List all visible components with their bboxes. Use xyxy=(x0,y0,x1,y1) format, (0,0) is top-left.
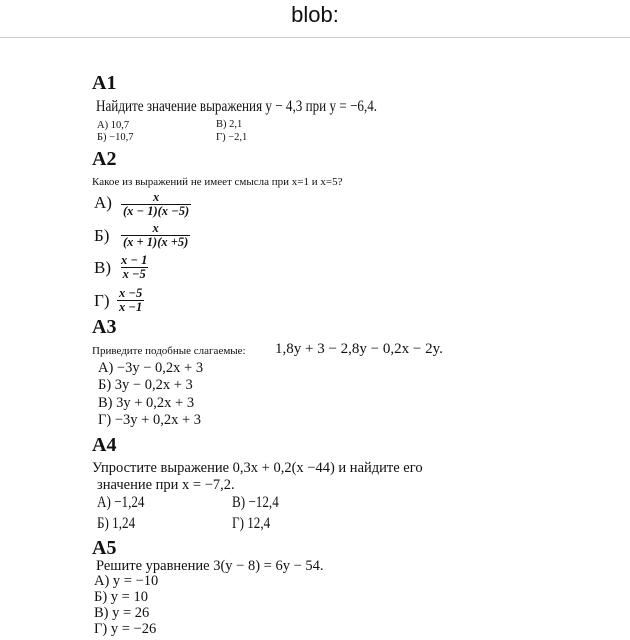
a2-option-v-numerator: x − 1 xyxy=(121,253,148,267)
a2-option-a-label: А) xyxy=(94,193,112,212)
a3-header: A3 xyxy=(92,316,117,338)
a2-option-a-fraction xyxy=(121,191,191,218)
a1-option-v: В) 2,1 xyxy=(216,119,243,130)
a2-option-v-fraction xyxy=(119,254,149,281)
a2-header: A2 xyxy=(92,148,117,170)
a4-option-b: Б) 1,24 xyxy=(97,515,136,532)
a2-option-b-denominator: (x + 1)(x +5) xyxy=(123,235,189,249)
a4-question-line2: значение при x = −7,2. xyxy=(97,477,235,493)
a4-option-a: А) −1,24 xyxy=(97,494,145,511)
a3-question: Приведите подобные слагаемые: xyxy=(92,345,246,357)
a2-option-b-label: Б) xyxy=(94,226,110,245)
a4-option-g: Г) 12,4 xyxy=(232,515,271,532)
a2-option-a-denominator: (x − 1)(x −5) xyxy=(123,204,190,218)
a1-option-g: Г) −2,1 xyxy=(216,132,248,143)
a5-option-a: А) y = −10 xyxy=(94,573,159,589)
a3-option-a: А) −3y − 0,2x + 3 xyxy=(98,360,204,376)
browser-title: blob: xyxy=(291,2,339,27)
browser-title-bar xyxy=(0,0,630,38)
a1-question: Найдите значение выражения y − 4,3 при y = −6,4. xyxy=(96,98,378,115)
a3-option-g: Г) −3y + 0,2x + 3 xyxy=(98,412,201,428)
a2-option-a-numerator: x xyxy=(152,190,160,204)
a5-option-b: Б) y = 10 xyxy=(94,589,148,605)
a4-option-v: В) −12,4 xyxy=(232,494,279,511)
a2-option-g-numerator: x −5 xyxy=(119,286,143,300)
a3-expression: 1,8y + 3 − 2,8y − 0,2x − 2y. xyxy=(275,341,443,357)
a2-option-g-fraction xyxy=(117,287,144,314)
a1-option-a: А) 10,7 xyxy=(97,120,130,131)
a2-option-g-label: Г) xyxy=(94,291,110,310)
a5-header: A5 xyxy=(92,537,117,559)
a2-option-v-denominator: x −5 xyxy=(122,267,146,281)
a1-header: A1 xyxy=(92,72,117,94)
a2-option-b-fraction xyxy=(121,222,190,249)
a5-option-g: Г) y = −26 xyxy=(94,621,157,637)
a2-question: Какое из выражений не имеет смысла при x=1 и x=5? xyxy=(92,176,343,188)
a1-option-b: Б) −10,7 xyxy=(97,132,134,143)
a3-option-v: В) 3y + 0,2x + 3 xyxy=(98,395,195,411)
a4-question-line1: Упростите выражение 0,3x + 0,2(x −44) и найдите его xyxy=(92,460,423,476)
a5-option-v: В) y = 26 xyxy=(94,605,150,621)
a3-option-b: Б) 3y − 0,2x + 3 xyxy=(98,377,193,393)
a2-option-v-label: В) xyxy=(94,258,111,277)
a2-option-g-denominator: x −1 xyxy=(119,300,143,314)
a5-question: Решите уравнение 3(y − 8) = 6y − 54. xyxy=(96,558,324,574)
a2-option-b-numerator: x xyxy=(152,221,159,235)
a4-header: A4 xyxy=(92,434,117,456)
